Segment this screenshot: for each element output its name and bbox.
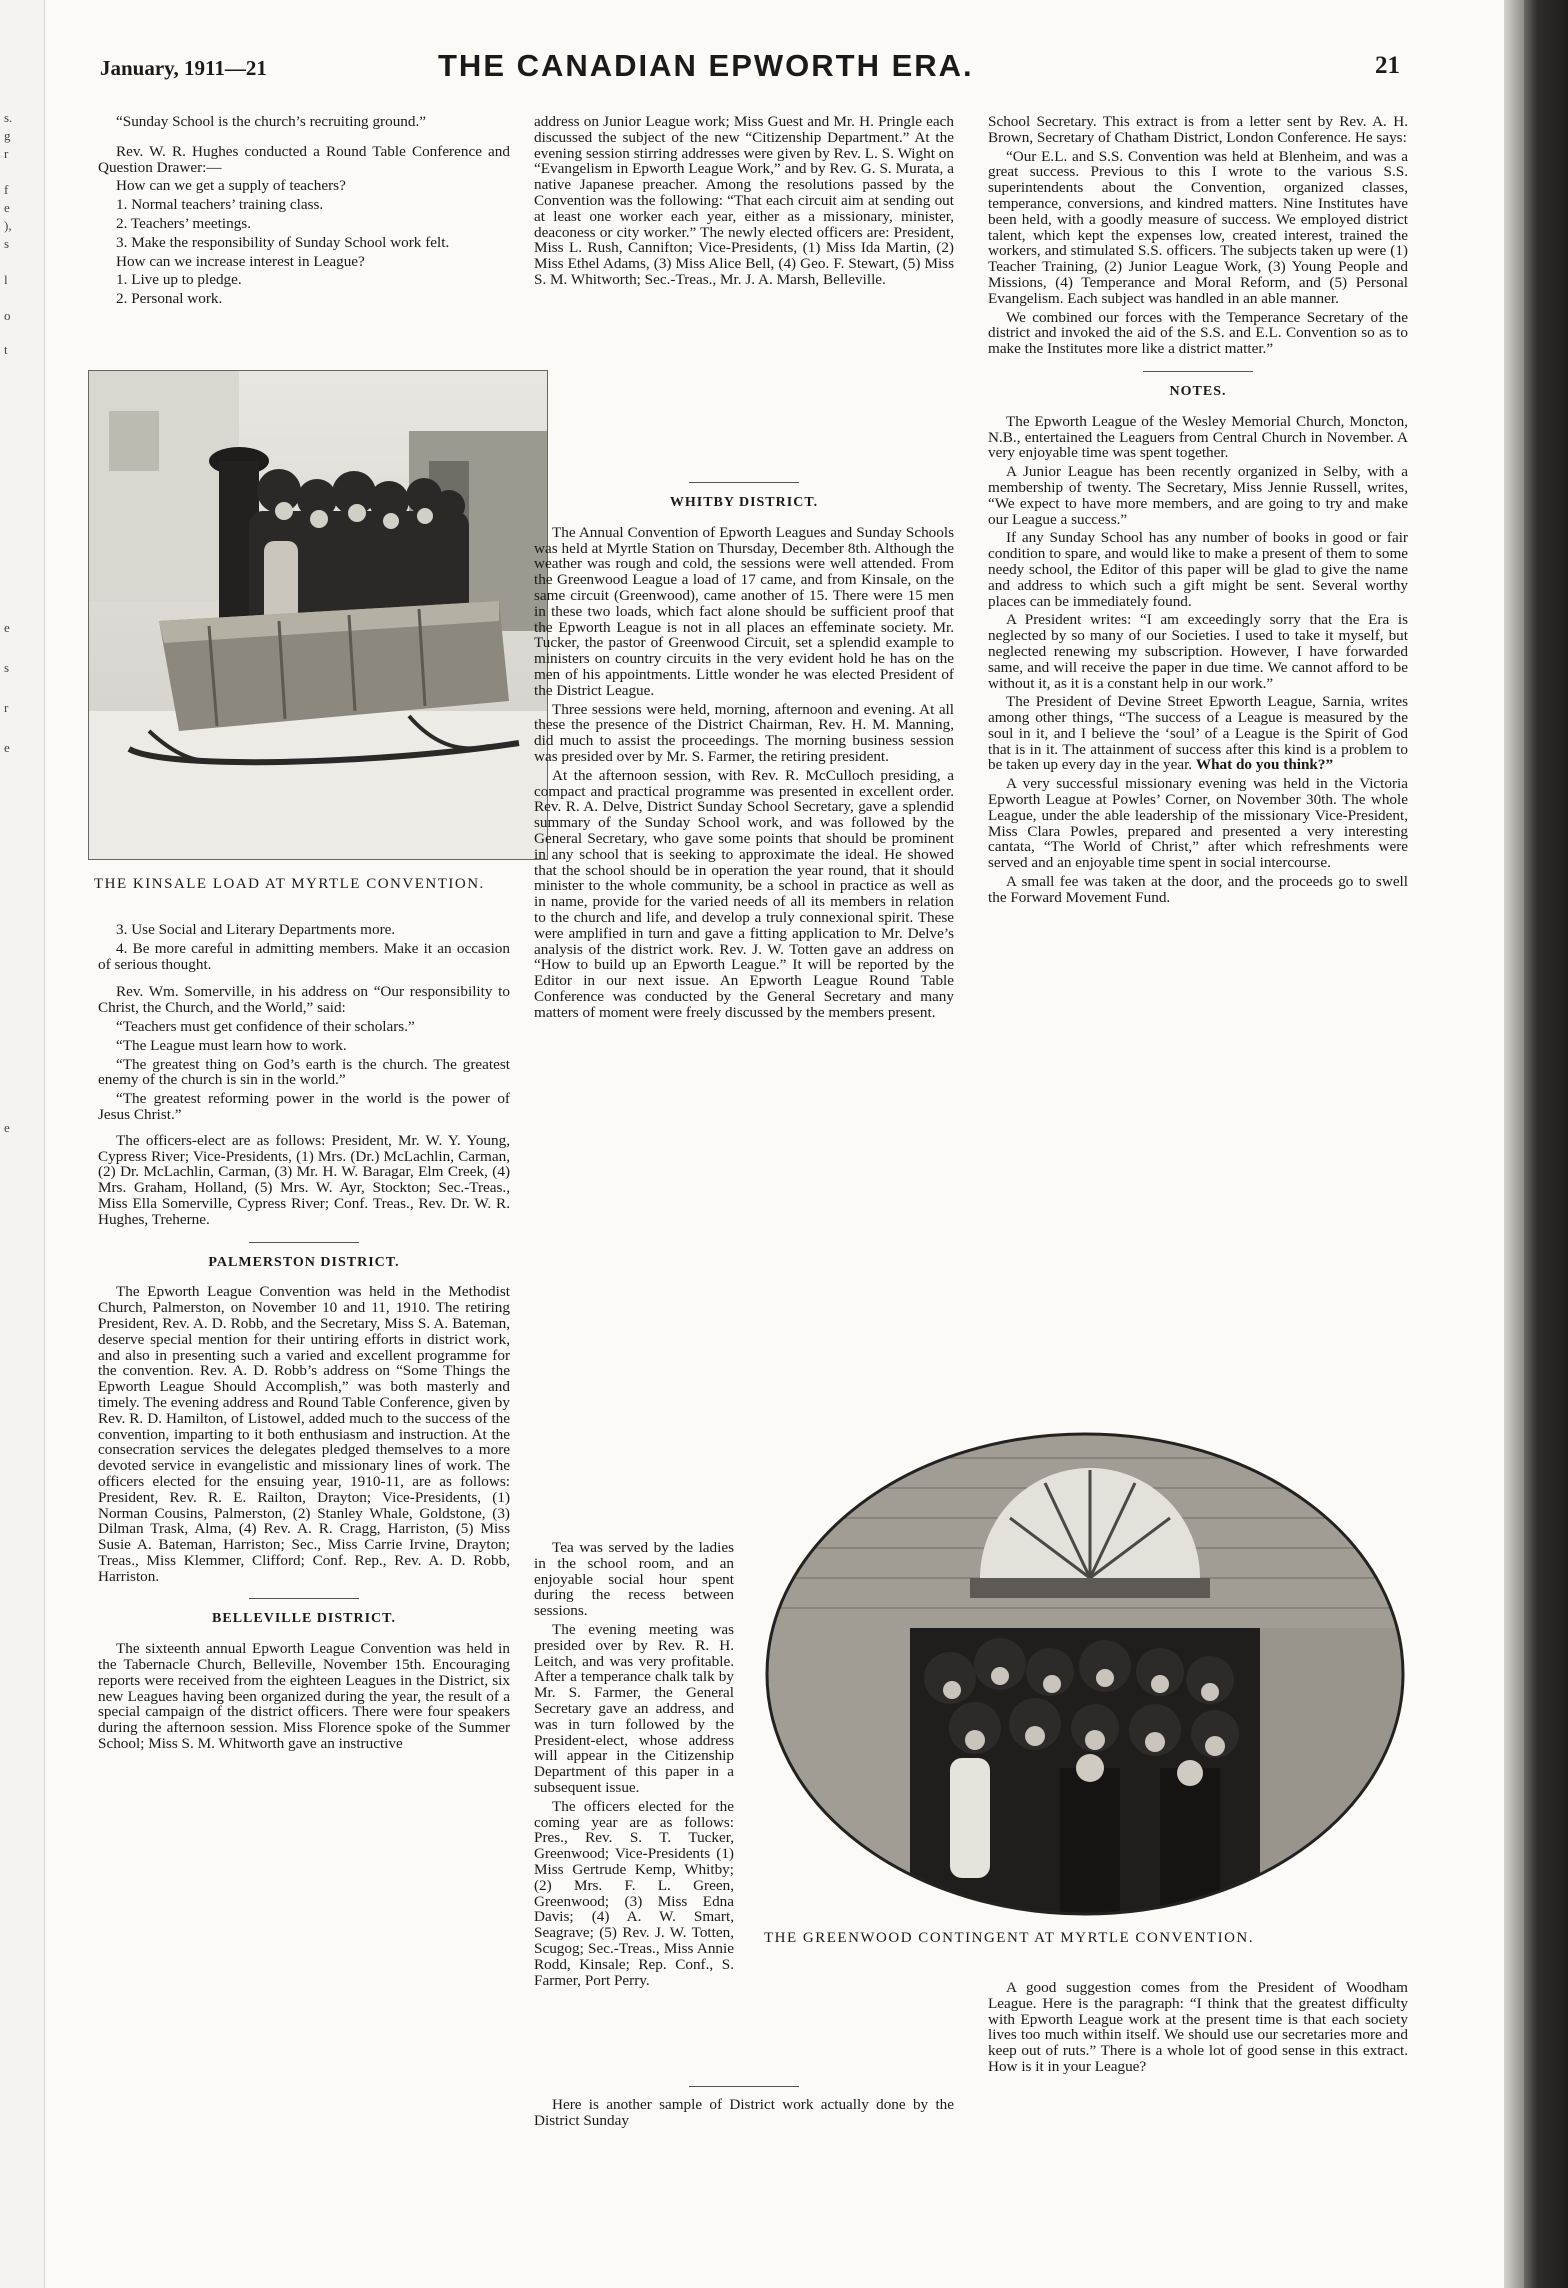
paragraph: 3. Use Social and Literary Departments more. — [116, 921, 396, 938]
margin-fragment: e — [4, 200, 10, 215]
page-stack-edge — [1504, 0, 1524, 2288]
group-photo-illustration — [760, 1428, 1410, 1920]
section-heading: PALMERSTON DISTRICT. — [208, 1254, 400, 1270]
paragraph: Here is another sample of District work actually done by the District Sunday — [534, 2096, 954, 2129]
paragraph: 2. Teachers’ meetings. — [116, 214, 252, 232]
paragraph: 3. Make the responsibility of Sunday School work felt. — [116, 233, 450, 251]
section-rule — [249, 1598, 359, 1599]
paragraph: Rev. Wm. Somerville, in his address on “Our responsibility to Christ, the Church, and the World,” said: — [98, 983, 510, 1017]
paragraph: Three sessions were held, morning, afternoon and evening. At all these the presence of the District Chairman, Rev. H. M. Manning, did much to assist the proceedings. The morning business session was presided over by Mr. S. Farmer, the retiring president. — [534, 700, 954, 765]
margin-fragment: e — [4, 1120, 10, 1135]
paragraph: A President writes: “I am exceedingly sorry that the Era is neglected by so many of our Societies. I used to take it myself, but neglected renewing my subscription. However, I have forwarded same, and will receive the paper in due time. We cannot afford to be without it, as it is a constant help in our work.” — [988, 611, 1408, 692]
margin-fragment: g — [4, 128, 11, 143]
paragraph: Rev. W. R. Hughes conducted a Round Table Conference and Question Drawer:— — [98, 142, 510, 176]
paragraph: A small fee was taken at the door, and the proceeds go to swell the Forward Movement Fund. — [988, 873, 1408, 906]
kinsale-load-photo — [88, 370, 548, 860]
margin-fragment: f — [4, 182, 9, 197]
photo-caption: THE KINSALE LOAD AT MYRTLE CONVENTION. — [94, 876, 485, 892]
paragraph: 4. Be more careful in admitting members. Make it an occasion of serious thought. — [98, 939, 510, 973]
margin-fragment: l — [4, 272, 8, 287]
paragraph: How can we get a supply of teachers? — [116, 177, 346, 195]
section-heading: BELLEVILLE DISTRICT. — [212, 1611, 396, 1627]
binding-margin — [0, 0, 45, 2288]
margin-fragment: o — [4, 308, 11, 323]
column-1-top — [98, 114, 510, 310]
paragraph: The sixteenth annual Epworth League Convention was held in the Tabernacle Church, Belleville, November 15th. Encouraging reports were received from the eighteen Leagues in the District, six new Leagues having been organized during the year, the result of a special campaign of the district officers. There were four speakers during the afternoon session. Miss Florence spoke of the Summer School; Miss S. M. Whitworth gave an instructive — [98, 1640, 510, 1753]
paragraph: address on Junior League work; Miss Guest and Mr. H. Pringle each discussed the subject of the new “Citizenship Department.” At the evening session stirring addresses were given by Rev. L. S. Wight on “Evangelism in Epworth League Work,” and by Rev. G. S. Murata, a native Japanese preacher. Among the resolutions passed by the Convention was the following: “That each circuit aim at sending out at least one worker each year, either as a missionary, minister, deaconess or city worker.” The newly elected officers are: President, Miss L. Rush, Cannifton; Vice-Presidents, (1) Miss Ida Martin, (2) Miss Ethel Adams, (3) Miss Alice Bell, (4) Geo. F. Stewart, (5) Miss S. M. Whitworth; Sec.-Treas., Mr. J. A. Marsh, Belleville. — [534, 113, 954, 288]
page-number: 21 — [1375, 52, 1400, 79]
margin-fragment: r — [4, 146, 9, 161]
paragraph: At the afternoon session, with Rev. R. McCulloch presiding, a compact and practical programme was presented in excellent order. Rev. R. A. Delve, District Sunday School Secretary, gave a splendid summary of the Sunday School work, and was followed by the General Secretary, who gave some points that should be prominent in any school that is seeking to approximate the ideal. He showed that the school should be in operation the year round, that it should minister to the whole community, be a school in practice as well as in name, provide for the varied needs of all its members in relation to the church and life, and develop a truly connexional spirit. These were amplified in turn and gave a fitting application to Mr. Delve’s analysis of the district work. Rev. J. W. Totten gave an address on “How to build up an Epworth League.” It will be reported by the Editor in our next issue. An Epworth League Round Table Conference was conducted by the General Secretary and many matters of moment were freely discussed by the members present. — [534, 766, 954, 1021]
whitby-narrow-column — [534, 1540, 734, 1991]
paragraph: The officers-elect are as follows: President, Mr. W. Y. Young, Cypress River; Vice-Presidents, (1) Mrs. (Dr.) McLachlin, Carman, (2) Dr. McLachlin, Carman, (3) Mr. H. W. Baragar, Elm Creek, (4) Mrs. Graham, Holland, (5) Mrs. W. Ayr, Stockton; Sec.-Treas., Miss Ella Somerville, Cypress River; Conf. Treas., Rev. Dr. W. R. Hughes, Treherne. — [98, 1131, 510, 1228]
paragraph: 2. Personal work. — [116, 290, 223, 308]
book-cover-edge — [1524, 0, 1568, 2288]
section-rule — [689, 2086, 799, 2087]
paragraph — [988, 694, 1408, 773]
photo-caption: THE GREENWOOD CONTINGENT AT MYRTLE CONVENTION. — [764, 1930, 1255, 1946]
paragraph: The officers elected for the coming year are as follows: Pres., Rev. S. T. Tucker, Greenwood; Vice-Presidents (1) Miss Gertrude Kemp, Whitby; (2) Mrs. F. L. Green, Greenwood; (3) Miss Edna Davis; (4) A. W. Smart, Seagrave; (5) Rev. J. W. Totten, Scugog; Sec.-Treas., Miss Annie Rodd, Kinsale; Rep. Conf., S. Farmer, Port Perry. — [534, 1797, 734, 1989]
paragraph: Tea was served by the ladies in the school room, and an enjoyable social hour spent during the recess between sessions. — [534, 1539, 734, 1620]
paragraph: “The League must learn how to work. — [116, 1036, 347, 1054]
paragraph: The Epworth League of the Wesley Memorial Church, Moncton, N.B., entertained the Leaguers from Central Church in November. A very enjoyable time was spent together. — [988, 412, 1408, 462]
column-2-top — [534, 114, 954, 291]
paragraph: A good suggestion comes from the President of Woodham League. Here is the paragraph: “I think that the greatest difficulty with Epworth League work at the present time is that each society lives too much within itself. We should use our secretaries more and keep out of ruts.” There is a whole lot of good sense in this extract. How is it in your League? — [988, 1979, 1408, 2075]
header-date: January, 1911—21 — [100, 56, 267, 80]
margin-fragment: s — [4, 236, 10, 251]
masthead-title: THE CANADIAN EPWORTH ERA. — [438, 48, 974, 83]
page-header — [100, 48, 1400, 88]
paragraph: “Sunday School is the church’s recruiting ground.” — [116, 113, 427, 130]
margin-fragment: e — [4, 620, 10, 635]
paragraph: We combined our forces with the Temperance Secretary of the district and invoked the aid of the S.S. and E.L. Convention so as to make the Institutes more like a district matter.” — [988, 308, 1408, 358]
section-heading: WHITBY DISTRICT. — [669, 495, 819, 510]
paragraph: “Our E.L. and S.S. Convention was held at Blenheim, and was a great success. Previous to this I wrote to the various S.S. superintendents about the Convention, organized classes, temperance, conversions, and kindred matters. Nine Institutes have been held, with a goodly measure of success. We employed district talent, which kept the expenses low, created interest, trained the workers, and stimulated S.S. officers. The subjects taken up were (1) Teacher Training, (2) Junior League Work, (3) Young People and Missions, (4) Temperance and Moral Reform, and (5) Personal Evangelism. Each subject was handled in an able manner. — [988, 147, 1408, 307]
margin-fragment: ), — [4, 218, 12, 233]
section-rule — [689, 482, 799, 483]
paragraph: School Secretary. This extract is from a letter sent by Rev. A. H. Brown, Secretary of Chatham District, London Conference. He says: — [988, 113, 1408, 146]
paragraph: A Junior League has been recently organized in Selby, with a membership of twenty. The Secretary, Miss Jennie Russell, writes, “We expect to have more members, and are going to try and make our League a success.” — [988, 463, 1408, 528]
paragraph: How can we increase interest in League? — [116, 252, 365, 270]
paragraph-text: The President of Devine Street Epworth League, Sarnia, writes among other things, “The success of a League is measured by the soul in it, and I believe the ‘soul’ of a League is the Spirit of God that is in it. The attainment of success after this kind is a problem to be taken up every day in the year. — [988, 693, 1408, 774]
bold-text: What do you think?” — [1195, 756, 1334, 774]
paragraph: “The greatest reforming power in the world is the power of Jesus Christ.” — [98, 1090, 510, 1123]
margin-fragment: s. — [4, 110, 13, 125]
paragraph: A very successful missionary evening was held in the Victoria Epworth League at Powles’ Corner, on November 30th. The whole League, under the able leadership of the missionary Vice-President, Miss Clara Powles, prepared and presented a very interesting cantata, “The World of Christ,” after which refreshments were served and an enjoyable time spent in social intercourse. — [988, 775, 1408, 872]
column-3 — [988, 114, 1408, 909]
margin-fragment: e — [4, 740, 10, 755]
whitby-section — [534, 468, 954, 1024]
margin-fragment: t — [4, 342, 8, 357]
paragraph: The Annual Convention of Epworth Leagues and Sunday Schools was held at Myrtle Station on Thursday, December 8th. Although the weather was rough and cold, the sessions were well attended. From the Greenwood League a load of 17 came, and from Kinsale, on the same circuit (Greenwood), came another of 15. There were 15 men in these two loads, which fact alone should be sufficient proof that the Epworth League is not in all places an effeminate society. Mr. Tucker, the pastor of Greenwood Circuit, set a splendid example to ministers on country circuits in the very evident hold he has on the men of his appointments. Little wonder he was elected President of the District League. — [534, 523, 954, 699]
margin-fragment: r — [4, 700, 9, 715]
margin-fragment: s — [4, 660, 10, 675]
paragraph: If any Sunday School has any number of books in good or fair condition to spare, and would like to make a present of them to some needy school, the Editor of this paper will be glad to give the name and address to which such a gift might be sent. Several worthy places can be immediately found. — [988, 529, 1408, 610]
section-rule — [249, 1242, 359, 1243]
column-2-bottom — [534, 2086, 954, 2132]
paragraph: “The greatest thing on God’s earth is the church. The greatest enemy of the church is sin in the world.” — [98, 1055, 510, 1089]
section-heading: NOTES. — [1169, 383, 1227, 399]
column-3-bottom — [988, 1980, 1408, 2078]
sleigh-photo-illustration — [89, 371, 547, 859]
column-1-body — [98, 922, 510, 1755]
section-rule — [1143, 371, 1253, 372]
greenwood-contingent-photo — [760, 1428, 1410, 1920]
paragraph: The evening meeting was presided over by Rev. R. H. Leitch, and was very profitable. After a temperance chalk talk by Mr. S. Farmer, the General Secretary gave an address, and was in turn followed by the President-elect, whose address will appear in the Citizenship Department of this paper in a subsequent issue. — [534, 1620, 734, 1796]
paragraph: 1. Live up to pledge. — [116, 271, 242, 289]
paragraph: The Epworth League Convention was held in the Methodist Church, Palmerston, on November 10 and 11, 1910. The retiring President, Rev. A. D. Robb, and the Secretary, Miss S. A. Bateman, deserve special mention for their untiring efforts in district work, and also in presenting such a varied and excellent programme for the convention. Rev. A. D. Robb’s address on “Some Things the Epworth League Should Accomplish,” was both masterly and timely. The evening address and Round Table Conference, given by Rev. R. D. Hamilton, of Listowel, added much to the success of the convention, imparting to it both enthusiasm and instruction. At the consecration services the delegates pledged themselves to a more devoted service in evangelistic and missionary lines of work. The officers elected for the ensuing year, 1910-11, are as follows: President, Rev. R. E. Railton, Drayton; Vice-Presidents, (1) Norman Cousins, Palmerston, (2) Stanley Whale, Goldstone, (3) Dilman Trask, Alma, (4) Rev. A. R. Cragg, Harriston, (5) Miss Susie A. Bateman, Harriston; Sec., Miss Carrie Irvine, Drayton; Treas., Miss Klemmer, Clifford; Conf. Rep., Rev. A. D. Robb, Harriston. — [98, 1283, 510, 1585]
paragraph: “Teachers must get confidence of their scholars.” — [116, 1017, 415, 1035]
paragraph: 1. Normal teachers’ training class. — [116, 196, 324, 214]
